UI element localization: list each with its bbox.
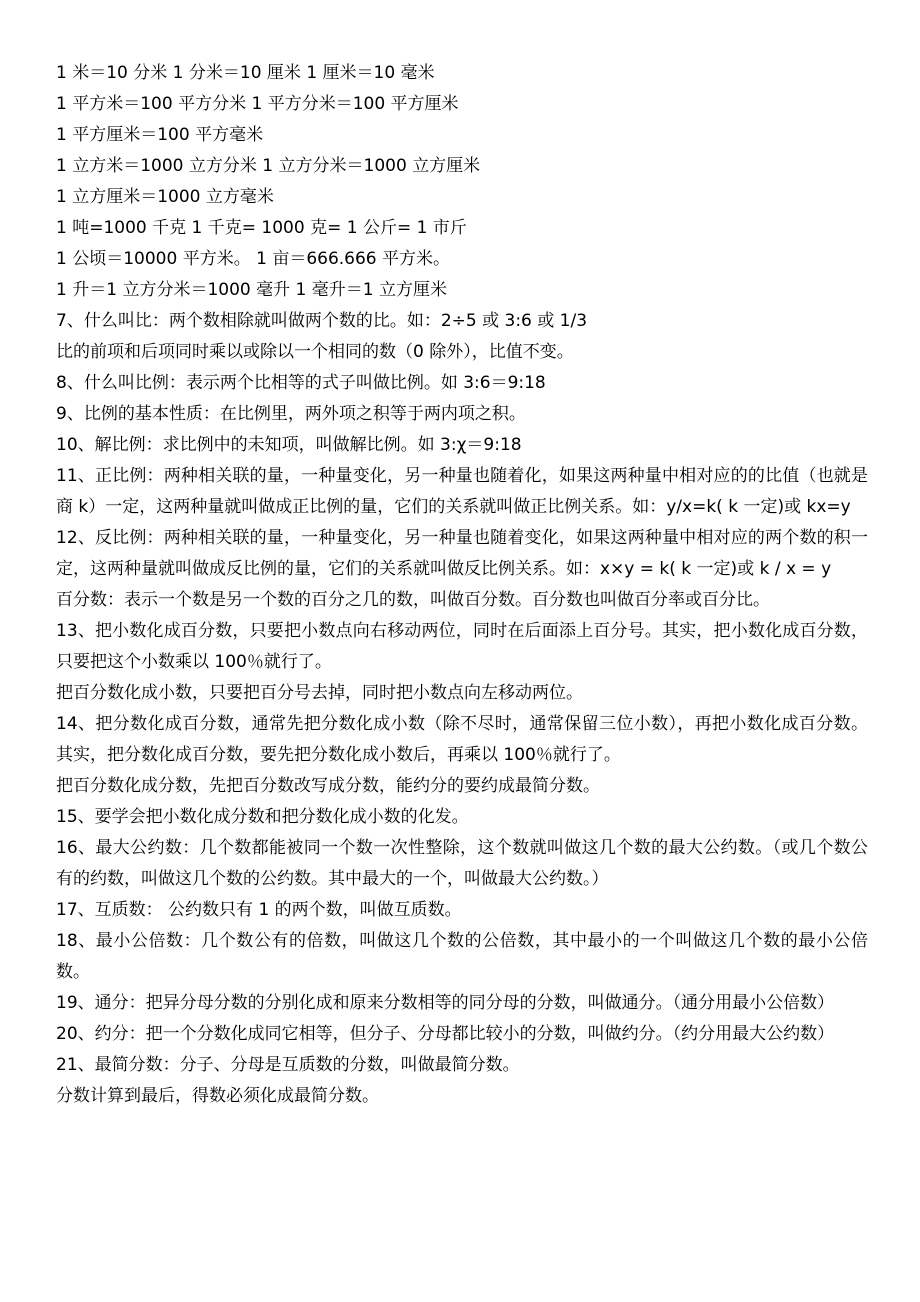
paragraph-item-8-proportion: 8、什么叫比例：表示两个比相等的式子叫做比例。如 3:6＝9:18 [56,373,546,393]
paragraph-percent-to-fraction: 把百分数化成分数，先把百分数改写成分数，能约分的要约成最简分数。 [56,776,600,796]
document-body [56,58,868,1112]
paragraph-item-19-common-denominator: 19、通分：把异分母分数的分别化成和原来分数相等的同分母的分数，叫做通分。（通分用最小公倍数） [56,993,835,1013]
paragraph-item-11-direct-proportion: 11、正比例：两种相关联的量，一种量变化，另一种量也随着化，如果这两种量中相对应的的比值（也就是商 k）一定，这两种量就叫做成正比例的量，它们的关系就叫做正比例关系。如：y/x=k( k 一定)或 kx=y [56,466,868,517]
paragraph-percentage-definition: 百分数：表示一个数是另一个数的百分之几的数，叫做百分数。百分数也叫做百分率或百分比。 [56,590,770,610]
paragraph-item-15: 15、要学会把小数化成分数和把分数化成小数的化发。 [56,807,469,827]
paragraph-item-17-coprime: 17、互质数： 公约数只有 1 的两个数，叫做互质数。 [56,900,462,920]
paragraph-item-12-inverse-proportion: 12、反比例：两种相关联的量，一种量变化，另一种量也随着变化，如果这两种量中相对应的两个数的积一定，这两种量就叫做成反比例的量，它们的关系就叫做反比例关系。如：x×y = k( k 一定)或 k / x = y [56,528,868,579]
paragraph-ratio-property: 比的前项和后项同时乘以或除以一个相同的数（0 除外），比值不变。 [56,342,574,362]
paragraph-item-14-fraction-to-percent: 14、把分数化成百分数，通常先把分数化成小数（除不尽时，通常保留三位小数），再把小数化成百分数。其实，把分数化成百分数，要先把分数化成小数后，再乘以 100％就行了。 [56,714,868,765]
paragraph-item-13-decimal-to-percent: 13、把小数化成百分数，只要把小数点向右移动两位，同时在后面添上百分号。其实，把小数化成百分数，只要把这个小数乘以 100％就行了。 [56,621,868,672]
paragraph-volume-units-2: 1 立方厘米＝1000 立方毫米 [56,187,274,207]
paragraph-item-16-gcd: 16、最大公约数：几个数都能被同一个数一次性整除，这个数就叫做这几个数的最大公约数。（或几个数公有的约数，叫做这几个数的公约数。其中最大的一个，叫做最大公约数。） [56,838,868,889]
paragraph-item-7-ratio: 7、什么叫比：两个数相除就叫做两个数的比。如：2÷5 或 3:6 或 1/3 [56,311,588,331]
paragraph-percent-to-decimal: 把百分数化成小数，只要把百分号去掉，同时把小数点向左移动两位。 [56,683,583,703]
paragraph-final-note: 分数计算到最后，得数必须化成最简分数。 [56,1086,379,1106]
paragraph-item-10-solve-proportion: 10、解比例：求比例中的未知项，叫做解比例。如 3:χ＝9:18 [56,435,522,455]
paragraph-volume-units-1: 1 立方米＝1000 立方分米 1 立方分米＝1000 立方厘米 [56,156,481,176]
paragraph-length-units: 1 米＝10 分米 1 分米＝10 厘米 1 厘米＝10 毫米 [56,63,435,83]
paragraph-item-21-simplest-fraction: 21、最简分数：分子、分母是互质数的分数，叫做最简分数。 [56,1055,520,1075]
paragraph-item-20-reduction: 20、约分：把一个分数化成同它相等，但分子、分母都比较小的分数，叫做约分。（约分用最大公约数） [56,1024,835,1044]
paragraph-item-9-proportion-property: 9、比例的基本性质：在比例里，两外项之积等于两内项之积。 [56,404,526,424]
paragraph-land-units: 1 公顷＝10000 平方米。 1 亩＝666.666 平方米。 [56,249,451,269]
paragraph-mass-units: 1 吨=1000 千克 1 千克= 1000 克= 1 公斤= 1 市斤 [56,218,467,238]
paragraph-capacity-units: 1 升＝1 立方分米＝1000 毫升 1 毫升＝1 立方厘米 [56,280,447,300]
paragraph-item-18-lcm: 18、最小公倍数：几个数公有的倍数，叫做这几个数的公倍数，其中最小的一个叫做这几个数的最小公倍数。 [56,931,868,982]
paragraph-area-units-2: 1 平方厘米＝100 平方毫米 [56,125,264,145]
paragraph-area-units-1: 1 平方米＝100 平方分米 1 平方分米＝100 平方厘米 [56,94,459,114]
